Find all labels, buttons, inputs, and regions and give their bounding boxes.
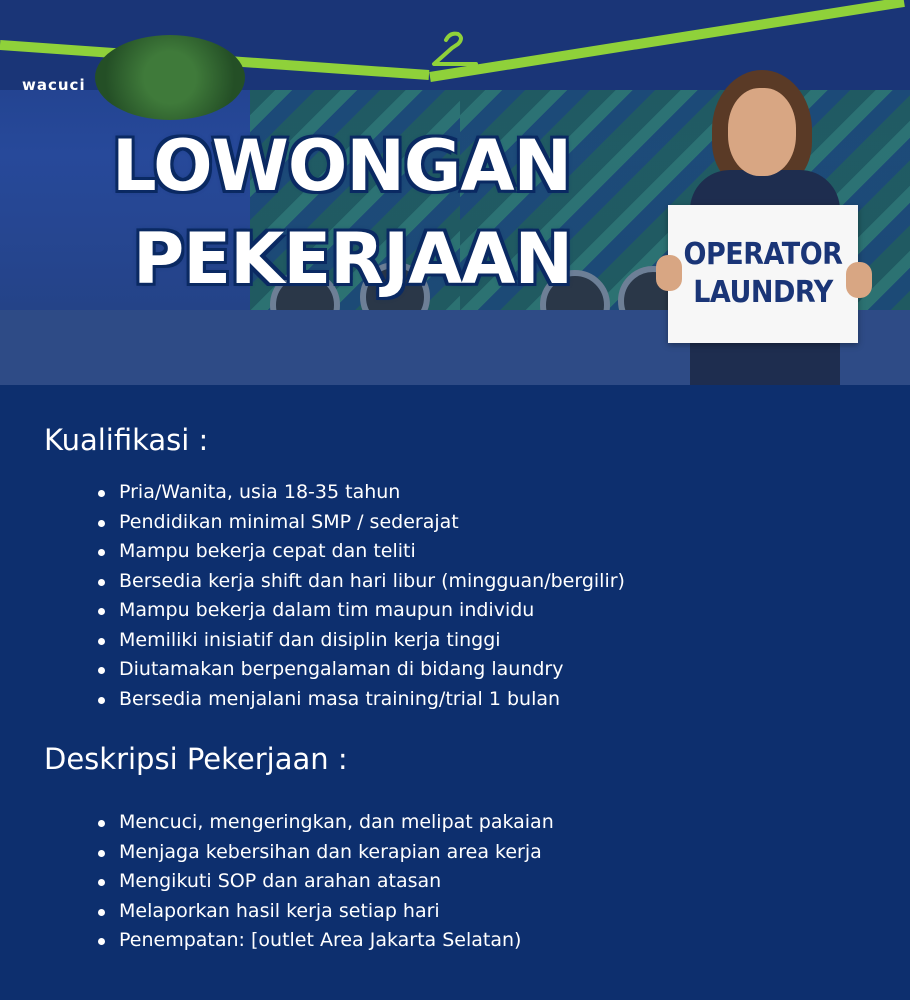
bullet-icon	[98, 549, 105, 556]
list-item	[95, 508, 625, 538]
list-item-text: Diutamakan berpengalaman di bidang laundry	[119, 658, 564, 680]
list-item	[95, 655, 625, 685]
list-item-text: Penempatan: [outlet Area Jakarta Selatan)	[119, 929, 522, 951]
list-item	[95, 626, 625, 656]
list-item-text: Pendidikan minimal SMP / sederajat	[119, 510, 459, 533]
list-item	[95, 596, 625, 626]
sign-line-1: OPERATOR	[683, 237, 843, 272]
headline-line-2: PEKERJAAN	[133, 218, 573, 300]
content-section	[0, 385, 910, 1000]
list-item-text: Mengikuti SOP dan arahan atasan	[119, 870, 442, 892]
bullet-icon	[98, 697, 105, 704]
list-item	[95, 926, 554, 956]
person-face	[728, 88, 796, 176]
bullet-icon	[98, 490, 105, 497]
job-description-title: Deskripsi Pekerjaan :	[44, 742, 348, 776]
qualifications-list	[95, 478, 625, 714]
list-item	[95, 478, 625, 508]
hanger-logo-icon	[428, 30, 482, 70]
bullet-icon	[98, 638, 105, 645]
bullet-icon	[98, 579, 105, 586]
job-title-sign	[668, 205, 858, 343]
list-item-text: Melaporkan hasil kerja setiap hari	[119, 899, 440, 922]
bullet-icon	[98, 879, 105, 886]
list-item-text: Bersedia menjalani masa training/trial 1 bulan	[119, 687, 561, 710]
list-item-text: Memiliki inisiatif dan disiplin kerja tinggi	[119, 628, 501, 651]
list-item-text: Mampu bekerja cepat dan teliti	[119, 540, 416, 562]
list-item	[95, 537, 625, 567]
list-item-text: Mencuci, mengeringkan, dan melipat pakaian	[119, 811, 554, 833]
brand-logo-text: wacuci	[22, 76, 86, 94]
qualifications-title: Kualifikasi :	[44, 423, 209, 457]
bullet-icon	[98, 938, 105, 945]
hero-banner	[0, 0, 910, 385]
bullet-icon	[98, 520, 105, 527]
list-item-text: Mampu bekerja dalam tim maupun individu	[119, 599, 535, 621]
list-item	[95, 838, 554, 868]
right-hand	[846, 262, 872, 298]
job-description-list	[95, 808, 554, 956]
list-item-text: Pria/Wanita, usia 18-35 tahun	[119, 481, 401, 503]
decor-plant	[95, 35, 245, 120]
list-item	[95, 867, 554, 897]
bullet-icon	[98, 608, 105, 615]
list-item-text: Menjaga kebersihan dan kerapian area kerja	[119, 840, 542, 863]
list-item-text: Bersedia kerja shift dan hari libur (mingguan/bergilir)	[119, 569, 625, 592]
left-hand	[656, 255, 682, 291]
bullet-icon	[98, 820, 105, 827]
sign-line-2: LAUNDRY	[693, 275, 833, 310]
list-item	[95, 685, 625, 715]
list-item	[95, 567, 625, 597]
bullet-icon	[98, 909, 105, 916]
bullet-icon	[98, 850, 105, 857]
list-item	[95, 808, 554, 838]
list-item	[95, 897, 554, 927]
bullet-icon	[98, 667, 105, 674]
headline-line-1: LOWONGAN	[112, 125, 572, 207]
